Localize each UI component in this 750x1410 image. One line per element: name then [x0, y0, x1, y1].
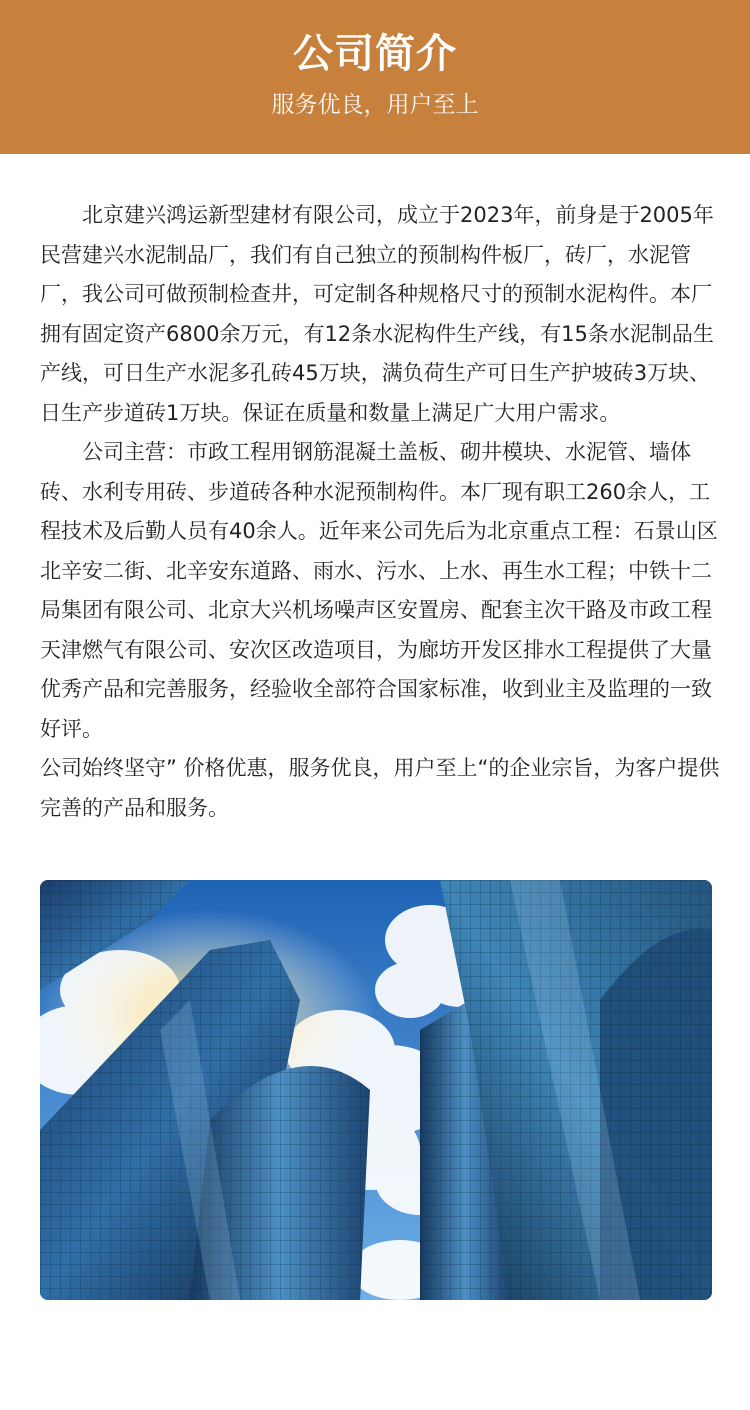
page-subtitle: 服务优良，用户至上 [271, 92, 479, 118]
page-title: 公司简介 [293, 31, 457, 77]
company-intro [40, 196, 720, 828]
page-header [0, 0, 750, 154]
skyscrapers-photo [40, 880, 712, 1300]
skyscrapers-illustration [40, 880, 712, 1300]
intro-paragraph: 北京建兴鸿运新型建材有限公司，成立于2023年，前身是于2005年民营建兴水泥制品厂，我们有自己独立的预制构件板厂，砖厂，水泥管厂，我公司可做预制检查井，可定制各种规格尺寸的预制水泥构件。本厂拥有固定资产6800余万元，有12条水泥构件生产线，有15条水泥制品生产线，可日生产水泥多孔砖45万块，满负荷生产可日生产护坡砖3万块、日生产步道砖1万块。保证在质量和数量上满足广大用户需求。 [40, 203, 714, 425]
intro-paragraph: 公司始终坚守” 价格优惠，服务优良，用户至上“的企业宗旨，为客户提供完善的产品和服务。 [40, 756, 720, 820]
intro-paragraph: 公司主营：市政工程用钢筋混凝土盖板、砌井模块、水泥管、墙体砖、水利专用砖、步道砖各种水泥预制构件。本厂现有职工260余人，工程技术及后勤人员有40余人。近年来公司先后为北京重点工程：石景山区北辛安二街、北辛安东道路、雨水、污水、上水、再生水工程；中铁十二局集团有限公司、北京大兴机场噪声区安置房、配套主次干路及市政工程天津燃气有限公司、安次区改造项目，为廊坊开发区排水工程提供了大量优秀产品和完善服务，经验收全部符合国家标准，收到业主及监理的一致好评。 [40, 440, 718, 741]
